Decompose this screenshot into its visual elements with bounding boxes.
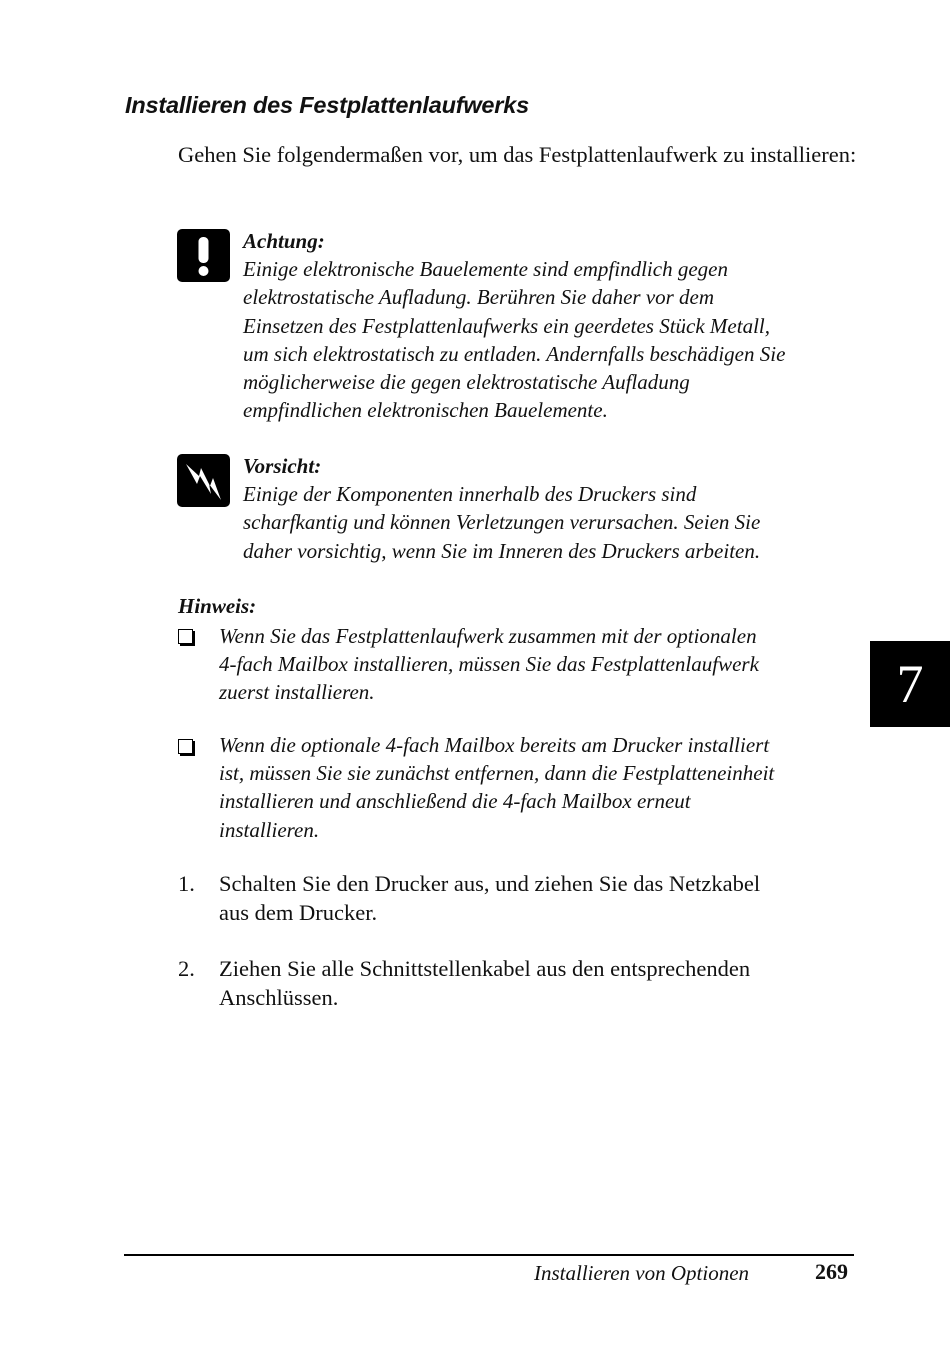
footer-rule	[124, 1254, 854, 1256]
vorsicht-line: daher vorsichtig, wenn Sie im Inneren des Druckers arbeiten.	[243, 538, 761, 563]
vorsicht-title: Vorsicht:	[243, 454, 322, 478]
achtung-line: elektrostatische Aufladung. Berühren Sie daher vor dem	[243, 285, 715, 310]
checkbox-bullet-icon	[178, 739, 193, 754]
intro-paragraph: Gehen Sie folgendermaßen vor, um das Festplattenlaufwerk zu installieren:	[178, 142, 857, 167]
hinweis-line: installieren und anschließend die 4-fach Mailbox erneut	[219, 789, 691, 814]
achtung-notice	[243, 227, 863, 424]
achtung-line: empfindlichen elektronischen Bauelemente.	[243, 398, 608, 423]
step-line: Anschlüssen.	[219, 985, 339, 1010]
exclamation-icon	[177, 229, 230, 282]
hinweis-line: Wenn die optionale 4-fach Mailbox bereits am Drucker installiert	[219, 733, 770, 757]
achtung-line: Einsetzen des Festplattenlaufwerks ein geerdetes Stück Metall,	[243, 313, 770, 338]
hinweis-item	[219, 622, 859, 707]
hinweis-line: zuerst installieren.	[219, 680, 375, 705]
achtung-line: Einige elektronische Bauelemente sind empfindlich gegen	[243, 257, 728, 282]
step-text	[219, 869, 859, 927]
lightning-icon	[177, 454, 230, 507]
vorsicht-notice	[243, 452, 863, 565]
vorsicht-line: scharfkantig und können Verletzungen verursachen. Seien Sie	[243, 510, 761, 535]
step-text	[219, 954, 859, 1012]
step-number: 1.	[178, 871, 195, 896]
checkbox-bullet-icon	[178, 629, 193, 644]
step-line: Ziehen Sie alle Schnittstellenkabel aus den entsprechenden	[219, 956, 751, 981]
achtung-title: Achtung:	[243, 229, 325, 253]
hinweis-line: ist, müssen Sie sie zunächst entfernen, dann die Festplatteneinheit	[219, 761, 775, 786]
hinweis-line: Wenn Sie das Festplattenlaufwerk zusammen mit der optionalen	[219, 624, 757, 648]
hinweis-title: Hinweis:	[178, 594, 257, 618]
achtung-line: möglicherweise die gegen elektrostatische Aufladung	[243, 370, 690, 395]
step-line: aus dem Drucker.	[219, 900, 378, 925]
step-line: Schalten Sie den Drucker aus, und ziehen Sie das Netzkabel	[219, 871, 761, 896]
page-number: 269	[815, 1259, 848, 1284]
step-number: 2.	[178, 956, 195, 981]
footer-title: Installieren von Optionen	[534, 1261, 750, 1285]
vorsicht-line: Einige der Komponenten innerhalb des Druckers sind	[243, 482, 697, 507]
hinweis-item	[219, 731, 859, 844]
hinweis-line: 4-fach Mailbox installieren, müssen Sie das Festplattenlaufwerk	[219, 652, 759, 677]
chapter-tab: 7	[870, 641, 950, 727]
achtung-line: um sich elektrostatisch zu entladen. Andernfalls beschädigen Sie	[243, 341, 786, 366]
hinweis-line: installieren.	[219, 817, 320, 842]
section-heading: Installieren des Festplattenlaufwerks	[125, 92, 529, 118]
